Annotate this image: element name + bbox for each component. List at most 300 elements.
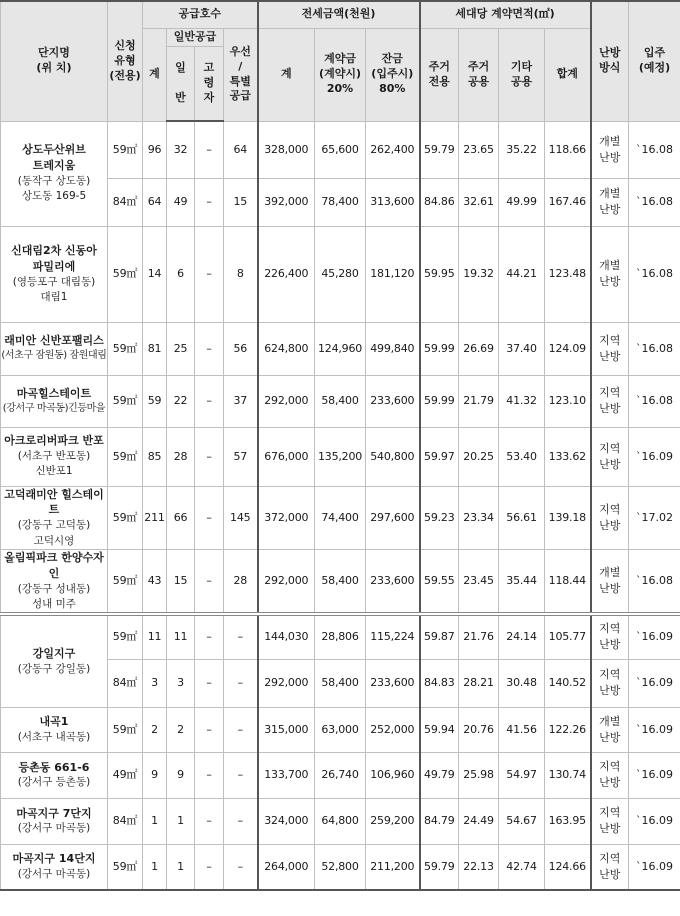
heating-line: 지역 xyxy=(599,668,621,682)
row-other-area: 42.74 xyxy=(499,844,545,890)
row-elderly: – xyxy=(195,752,224,798)
complex-name: 마곡힐스테이트 xyxy=(16,386,92,400)
row-movein: `16.09 xyxy=(629,844,680,890)
row-lease-total: 264,000 xyxy=(258,844,315,890)
row-heating xyxy=(591,707,629,752)
row-heating xyxy=(591,614,629,659)
complex-location: (강동구 고덕동) xyxy=(17,519,91,532)
row-heating xyxy=(591,322,629,375)
header-complex: 단지명 (위 치) xyxy=(1,1,108,121)
complex-location: 상도동 169-5 xyxy=(21,190,87,203)
complex-location: 고덕시영 xyxy=(33,534,75,547)
row-heating xyxy=(591,121,629,178)
row-type: 59㎡ xyxy=(108,427,143,486)
heating-line: 개별 xyxy=(599,187,621,201)
table-row xyxy=(1,427,680,486)
row-complex xyxy=(1,486,108,549)
heating-line: 난방 xyxy=(599,150,621,164)
row-movein: `16.09 xyxy=(629,752,680,798)
row-other-area: 37.40 xyxy=(499,322,545,375)
row-general: 2 xyxy=(167,707,195,752)
row-movein: `16.08 xyxy=(629,322,680,375)
row-general: 25 xyxy=(167,322,195,375)
row-area-total: 124.66 xyxy=(545,844,591,890)
row-area-total: 139.18 xyxy=(545,486,591,549)
complex-location: (서초구 반포동) xyxy=(17,450,91,463)
row-elderly: – xyxy=(195,427,224,486)
row-elderly: – xyxy=(195,707,224,752)
row-complex xyxy=(1,614,108,707)
row-other-area: 30.48 xyxy=(499,659,545,707)
row-supply-total: 3 xyxy=(143,659,167,707)
table-body xyxy=(1,121,680,890)
row-common-area: 20.76 xyxy=(459,707,499,752)
heating-line: 지역 xyxy=(599,502,621,516)
row-supply-total: 43 xyxy=(143,549,167,614)
row-balance: 313,600 xyxy=(366,178,420,226)
row-lease-total: 324,000 xyxy=(258,798,315,844)
row-general: 9 xyxy=(167,752,195,798)
header-supply-total: 계 xyxy=(143,28,167,121)
row-type: 84㎡ xyxy=(108,178,143,226)
row-common-area: 23.65 xyxy=(459,121,499,178)
row-complex xyxy=(1,798,108,844)
row-balance: 233,600 xyxy=(366,375,420,427)
row-elderly: – xyxy=(195,844,224,890)
row-priority: – xyxy=(224,659,258,707)
row-elderly: – xyxy=(195,121,224,178)
row-priority: 8 xyxy=(224,226,258,322)
row-area-total: 140.52 xyxy=(545,659,591,707)
complex-name: 파밀리에 xyxy=(32,259,76,273)
row-other-area: 54.67 xyxy=(499,798,545,844)
row-other-area: 41.56 xyxy=(499,707,545,752)
row-general: 1 xyxy=(167,798,195,844)
table-row xyxy=(1,486,680,549)
row-deposit: 65,600 xyxy=(315,121,366,178)
row-area-total: 130.74 xyxy=(545,752,591,798)
row-complex xyxy=(1,427,108,486)
header-area-total: 합계 xyxy=(545,28,591,121)
row-supply-total: 9 xyxy=(143,752,167,798)
row-complex xyxy=(1,752,108,798)
row-balance: 262,400 xyxy=(366,121,420,178)
row-lease-total: 392,000 xyxy=(258,178,315,226)
table-row xyxy=(1,322,680,375)
row-supply-total: 211 xyxy=(143,486,167,549)
header-general-group: 일반공급 xyxy=(167,28,224,46)
table-row xyxy=(1,798,680,844)
row-heating xyxy=(591,659,629,707)
row-deposit: 58,400 xyxy=(315,375,366,427)
row-deposit: 26,740 xyxy=(315,752,366,798)
table-row xyxy=(1,121,680,178)
row-general: 3 xyxy=(167,659,195,707)
row-lease-total: 315,000 xyxy=(258,707,315,752)
row-complex xyxy=(1,549,108,614)
row-balance: 115,224 xyxy=(366,614,420,659)
heating-line: 난방 xyxy=(599,349,621,363)
row-exclusive-area: 59.79 xyxy=(420,844,459,890)
row-deposit: 135,200 xyxy=(315,427,366,486)
row-complex xyxy=(1,375,108,427)
row-lease-total: 226,400 xyxy=(258,226,315,322)
row-heating xyxy=(591,798,629,844)
row-type: 59㎡ xyxy=(108,707,143,752)
row-type: 84㎡ xyxy=(108,659,143,707)
heating-line: 난방 xyxy=(599,275,621,288)
complex-location: (강서구 마곡동) xyxy=(17,822,91,835)
header-heating: 난방 방식 xyxy=(591,1,629,121)
row-priority: 56 xyxy=(224,322,258,375)
row-exclusive-area: 59.79 xyxy=(420,121,459,178)
complex-name: 래미안 신반포팰리스 xyxy=(4,334,104,348)
complex-location: (서초구 잠원동) 잠원대림 xyxy=(1,350,107,362)
row-deposit: 78,400 xyxy=(315,178,366,226)
row-area-total: 124.09 xyxy=(545,322,591,375)
row-movein: `16.08 xyxy=(629,226,680,322)
row-area-total: 122.26 xyxy=(545,707,591,752)
row-heating xyxy=(591,375,629,427)
row-elderly: – xyxy=(195,486,224,549)
row-deposit: 52,800 xyxy=(315,844,366,890)
complex-name: 신대림2차 신동아 xyxy=(11,243,97,257)
row-common-area: 26.69 xyxy=(459,322,499,375)
row-lease-total: 372,000 xyxy=(258,486,315,549)
row-priority: 37 xyxy=(224,375,258,427)
row-exclusive-area: 59.99 xyxy=(420,375,459,427)
complex-name: 마곡지구 14단지 xyxy=(12,852,96,866)
row-common-area: 24.49 xyxy=(459,798,499,844)
row-deposit: 58,400 xyxy=(315,659,366,707)
row-area-total: 123.48 xyxy=(545,226,591,322)
row-general: 49 xyxy=(167,178,195,226)
row-balance: 259,200 xyxy=(366,798,420,844)
header-exclusive: 주거 전용 xyxy=(420,28,459,121)
row-balance: 540,800 xyxy=(366,427,420,486)
row-supply-total: 85 xyxy=(143,427,167,486)
row-heating xyxy=(591,427,629,486)
row-lease-total: 292,000 xyxy=(258,549,315,614)
row-other-area: 41.32 xyxy=(499,375,545,427)
heating-line: 지역 xyxy=(599,760,621,774)
header-elderly: 고 령 자 xyxy=(195,46,224,121)
row-lease-total: 624,800 xyxy=(258,322,315,375)
row-elderly: – xyxy=(195,322,224,375)
table-row xyxy=(1,752,680,798)
row-complex xyxy=(1,707,108,752)
row-supply-total: 96 xyxy=(143,121,167,178)
heating-line: 지역 xyxy=(599,851,621,865)
row-area-total: 118.66 xyxy=(545,121,591,178)
row-lease-total: 328,000 xyxy=(258,121,315,178)
table-row xyxy=(1,375,680,427)
heating-line: 지역 xyxy=(599,333,621,347)
header-common: 주거 공용 xyxy=(459,28,499,121)
row-common-area: 20.25 xyxy=(459,427,499,486)
row-common-area: 21.79 xyxy=(459,375,499,427)
row-movein: `16.09 xyxy=(629,707,680,752)
row-common-area: 32.61 xyxy=(459,178,499,226)
table-row xyxy=(1,707,680,752)
row-supply-total: 81 xyxy=(143,322,167,375)
row-area-total: 167.46 xyxy=(545,178,591,226)
header-lease-group: 전세금액(천원) xyxy=(258,1,420,28)
row-priority: 64 xyxy=(224,121,258,178)
row-lease-total: 292,000 xyxy=(258,659,315,707)
complex-location: (강서구 마곡동) xyxy=(17,868,91,881)
row-exclusive-area: 84.86 xyxy=(420,178,459,226)
row-type: 59㎡ xyxy=(108,226,143,322)
complex-location: (강서구 등촌동) xyxy=(17,776,91,789)
heating-line: 지역 xyxy=(599,622,621,636)
row-movein: `16.08 xyxy=(629,178,680,226)
row-heating xyxy=(591,752,629,798)
row-exclusive-area: 59.55 xyxy=(420,549,459,614)
header-other: 기타 공용 xyxy=(499,28,545,121)
table-row xyxy=(1,614,680,659)
row-movein: `17.02 xyxy=(629,486,680,549)
row-general: 22 xyxy=(167,375,195,427)
row-other-area: 44.21 xyxy=(499,226,545,322)
row-general: 32 xyxy=(167,121,195,178)
row-balance: 181,120 xyxy=(366,226,420,322)
row-supply-total: 1 xyxy=(143,798,167,844)
row-balance: 252,000 xyxy=(366,707,420,752)
header-supply-group: 공급호수 xyxy=(143,1,258,28)
row-complex xyxy=(1,121,108,226)
row-common-area: 22.13 xyxy=(459,844,499,890)
heating-line: 난방 xyxy=(599,684,621,698)
row-priority: – xyxy=(224,752,258,798)
row-supply-total: 14 xyxy=(143,226,167,322)
row-exclusive-area: 59.97 xyxy=(420,427,459,486)
row-priority: 57 xyxy=(224,427,258,486)
row-deposit: 45,280 xyxy=(315,226,366,322)
complex-name: 올림픽파크 한양수자인 xyxy=(4,550,104,580)
row-balance: 106,960 xyxy=(366,752,420,798)
row-priority: – xyxy=(224,614,258,659)
heating-line: 지역 xyxy=(599,806,621,820)
row-balance: 499,840 xyxy=(366,322,420,375)
row-supply-total: 2 xyxy=(143,707,167,752)
row-exclusive-area: 49.79 xyxy=(420,752,459,798)
row-other-area: 53.40 xyxy=(499,427,545,486)
row-other-area: 49.99 xyxy=(499,178,545,226)
row-movein: `16.09 xyxy=(629,427,680,486)
row-type: 84㎡ xyxy=(108,798,143,844)
row-other-area: 35.44 xyxy=(499,549,545,614)
row-exclusive-area: 59.23 xyxy=(420,486,459,549)
row-other-area: 24.14 xyxy=(499,614,545,659)
heating-line: 개별 xyxy=(599,714,621,728)
row-elderly: – xyxy=(195,375,224,427)
heating-line: 개별 xyxy=(599,566,621,580)
row-priority: 15 xyxy=(224,178,258,226)
row-heating xyxy=(591,844,629,890)
row-supply-total: 59 xyxy=(143,375,167,427)
row-elderly: – xyxy=(195,798,224,844)
row-lease-total: 144,030 xyxy=(258,614,315,659)
complex-location: (영등포구 대림동) xyxy=(12,275,96,288)
row-other-area: 56.61 xyxy=(499,486,545,549)
row-lease-total: 676,000 xyxy=(258,427,315,486)
heating-line: 지역 xyxy=(599,441,621,455)
complex-location: 대림1 xyxy=(40,290,68,303)
row-elderly: – xyxy=(195,178,224,226)
row-complex xyxy=(1,322,108,375)
header-lease-total: 계 xyxy=(258,28,315,121)
complex-location: (강서구 마곡동)긴등마을 xyxy=(2,402,106,414)
row-heating xyxy=(591,226,629,322)
row-common-area: 23.34 xyxy=(459,486,499,549)
complex-location: (강동구 강일동) xyxy=(17,662,91,675)
row-heating xyxy=(591,486,629,549)
row-elderly: – xyxy=(195,614,224,659)
row-movein: `16.09 xyxy=(629,798,680,844)
row-priority: – xyxy=(224,707,258,752)
heating-line: 난방 xyxy=(599,822,621,836)
row-elderly: – xyxy=(195,226,224,322)
heating-line: 난방 xyxy=(599,518,621,532)
row-elderly: – xyxy=(195,659,224,707)
row-common-area: 21.76 xyxy=(459,614,499,659)
heating-line: 난방 xyxy=(599,867,621,881)
complex-location: 성내 미주 xyxy=(32,597,76,610)
complex-name: 내곡1 xyxy=(39,715,69,729)
row-supply-total: 11 xyxy=(143,614,167,659)
complex-name: 상도두산위브 xyxy=(22,143,86,157)
row-deposit: 28,806 xyxy=(315,614,366,659)
heating-line: 난방 xyxy=(599,730,621,744)
row-general: 6 xyxy=(167,226,195,322)
heating-line: 난방 xyxy=(599,457,621,471)
heating-line: 개별 xyxy=(599,134,621,148)
complex-name: 등촌동 661-6 xyxy=(18,760,90,774)
row-lease-total: 292,000 xyxy=(258,375,315,427)
row-common-area: 28.21 xyxy=(459,659,499,707)
row-exclusive-area: 84.83 xyxy=(420,659,459,707)
row-deposit: 124,960 xyxy=(315,322,366,375)
row-deposit: 58,400 xyxy=(315,549,366,614)
row-supply-total: 1 xyxy=(143,844,167,890)
header-balance: 잔금 (입주시) 80% xyxy=(366,28,420,121)
table-row xyxy=(1,226,680,322)
complex-name: 트레지움 xyxy=(32,159,76,173)
complex-name: 강일지구 xyxy=(32,646,76,660)
row-movein: `16.09 xyxy=(629,659,680,707)
complex-name: 아크로리버파크 반포 xyxy=(4,434,104,448)
heating-line: 난방 xyxy=(599,402,621,415)
row-exclusive-area: 84.79 xyxy=(420,798,459,844)
row-balance: 211,200 xyxy=(366,844,420,890)
row-supply-total: 64 xyxy=(143,178,167,226)
header-type: 신청 유형 (전용) xyxy=(108,1,143,121)
row-common-area: 25.98 xyxy=(459,752,499,798)
header-general: 일 반 xyxy=(167,46,195,121)
row-deposit: 74,400 xyxy=(315,486,366,549)
row-type: 59㎡ xyxy=(108,322,143,375)
row-area-total: 123.10 xyxy=(545,375,591,427)
row-type: 59㎡ xyxy=(108,486,143,549)
heating-line: 지역 xyxy=(599,386,621,400)
row-type: 59㎡ xyxy=(108,121,143,178)
complex-location: (서초구 내곡동) xyxy=(17,730,91,743)
row-lease-total: 133,700 xyxy=(258,752,315,798)
table-row xyxy=(1,549,680,614)
row-priority: 28 xyxy=(224,549,258,614)
row-common-area: 23.45 xyxy=(459,549,499,614)
row-priority: – xyxy=(224,844,258,890)
row-area-total: 118.44 xyxy=(545,549,591,614)
row-movein: `16.08 xyxy=(629,121,680,178)
row-exclusive-area: 59.94 xyxy=(420,707,459,752)
row-balance: 233,600 xyxy=(366,549,420,614)
heating-line: 난방 xyxy=(599,581,621,595)
row-other-area: 35.22 xyxy=(499,121,545,178)
row-complex xyxy=(1,844,108,890)
table-header xyxy=(1,1,680,121)
heating-line: 난방 xyxy=(599,638,621,652)
header-deposit: 계약금 (계약시) 20% xyxy=(315,28,366,121)
heating-line: 난방 xyxy=(599,203,621,216)
table-row xyxy=(1,844,680,890)
row-deposit: 63,000 xyxy=(315,707,366,752)
row-exclusive-area: 59.99 xyxy=(420,322,459,375)
row-type: 59㎡ xyxy=(108,549,143,614)
complex-location: (강동구 성내동) xyxy=(17,582,91,595)
row-type: 49㎡ xyxy=(108,752,143,798)
row-priority: – xyxy=(224,798,258,844)
row-area-total: 105.77 xyxy=(545,614,591,659)
row-movein: `16.09 xyxy=(629,614,680,659)
heating-line: 개별 xyxy=(599,259,621,273)
row-heating xyxy=(591,178,629,226)
row-type: 59㎡ xyxy=(108,375,143,427)
row-exclusive-area: 59.87 xyxy=(420,614,459,659)
header-movein: 입주 (예정) xyxy=(629,1,680,121)
row-complex xyxy=(1,226,108,322)
row-heating xyxy=(591,549,629,614)
header-priority: 우선 / 특별 공급 xyxy=(224,28,258,121)
complex-name: 마곡지구 7단지 xyxy=(16,806,92,820)
row-general: 15 xyxy=(167,549,195,614)
row-priority: 145 xyxy=(224,486,258,549)
row-movein: `16.08 xyxy=(629,375,680,427)
row-area-total: 163.95 xyxy=(545,798,591,844)
row-type: 59㎡ xyxy=(108,614,143,659)
row-elderly: – xyxy=(195,549,224,614)
row-type: 59㎡ xyxy=(108,844,143,890)
complex-location: (동작구 상도동) xyxy=(17,175,91,188)
complex-name: 고덕래미안 힐스테이트 xyxy=(4,487,104,517)
row-exclusive-area: 59.95 xyxy=(420,226,459,322)
row-balance: 297,600 xyxy=(366,486,420,549)
row-general: 66 xyxy=(167,486,195,549)
row-area-total: 133.62 xyxy=(545,427,591,486)
row-balance: 233,600 xyxy=(366,659,420,707)
row-deposit: 64,800 xyxy=(315,798,366,844)
complex-location: 신반포1 xyxy=(35,465,73,478)
row-general: 11 xyxy=(167,614,195,659)
header-area-group: 세대당 계약면적(㎡) xyxy=(420,1,591,28)
row-general: 28 xyxy=(167,427,195,486)
row-movein: `16.08 xyxy=(629,549,680,614)
row-general: 1 xyxy=(167,844,195,890)
row-common-area: 19.32 xyxy=(459,226,499,322)
row-other-area: 54.97 xyxy=(499,752,545,798)
heating-line: 난방 xyxy=(599,776,621,790)
